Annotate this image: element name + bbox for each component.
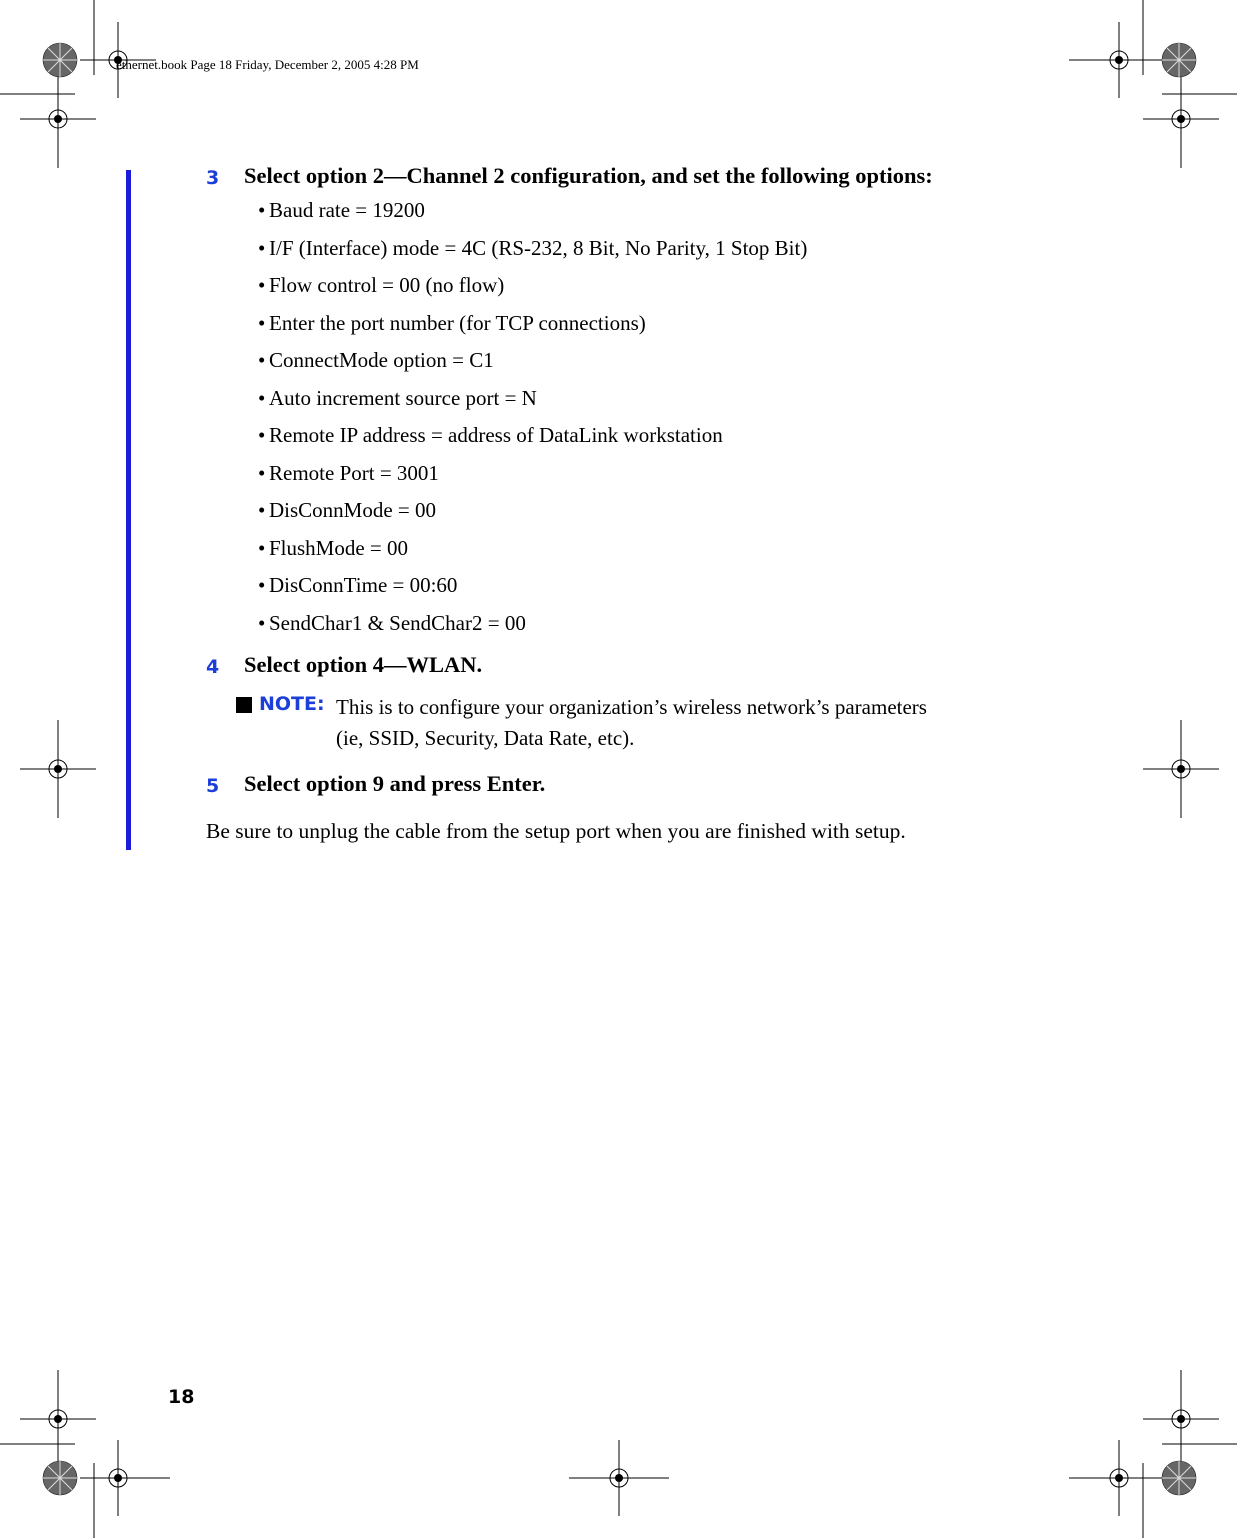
change-bar [126, 170, 131, 850]
list-item: • DisConnTime = 00:60 [258, 573, 458, 597]
list-item: • Baud rate = 19200 [258, 198, 425, 222]
note-line-1: This is to configure your organization’s wireless network’s parameters [336, 695, 927, 719]
step-number: 3 [206, 167, 220, 189]
list-item: • Flow control = 00 (no flow) [258, 273, 505, 297]
list-item: • FlushMode = 00 [258, 535, 409, 560]
list-item: • Remote IP address = address of DataLink workstation [258, 423, 723, 447]
closing-paragraph: Be sure to unplug the cable from the setup port when you are finished with setup. [206, 819, 906, 843]
list-item: • DisConnMode = 00 [258, 498, 437, 522]
page-number: 18 [168, 1386, 195, 1408]
channel-2-options-list [258, 198, 807, 648]
step-number: 4 [206, 656, 220, 678]
step-text: Select option 9 and press Enter. [244, 771, 546, 796]
step-number: 5 [206, 775, 220, 797]
list-item: • Remote Port = 3001 [258, 460, 439, 485]
list-item: • SendChar1 & SendChar2 = 00 [258, 610, 526, 635]
list-item: • ConnectMode option = C1 [258, 348, 494, 372]
note-text [336, 692, 1016, 754]
step-text: Select option 2—Channel 2 configuration, and set the following options: [244, 163, 933, 188]
list-item: • Enter the port number (for TCP connections) [258, 310, 646, 335]
step-text: Select option 4—WLAN. [244, 652, 483, 677]
list-item: • I/F (Interface) mode = 4C (RS-232, 8 Bit, No Parity, 1 Stop Bit) [258, 235, 808, 260]
list-item: • Auto increment source port = N [258, 385, 537, 410]
print-header-stamp: ethernet.book Page 18 Friday, December 2, 2005 4:28 PM [116, 57, 419, 72]
note-line-2: (ie, SSID, Security, Data Rate, etc). [336, 726, 635, 750]
note-square-icon [236, 697, 252, 713]
note-label: NOTE: [259, 693, 325, 715]
